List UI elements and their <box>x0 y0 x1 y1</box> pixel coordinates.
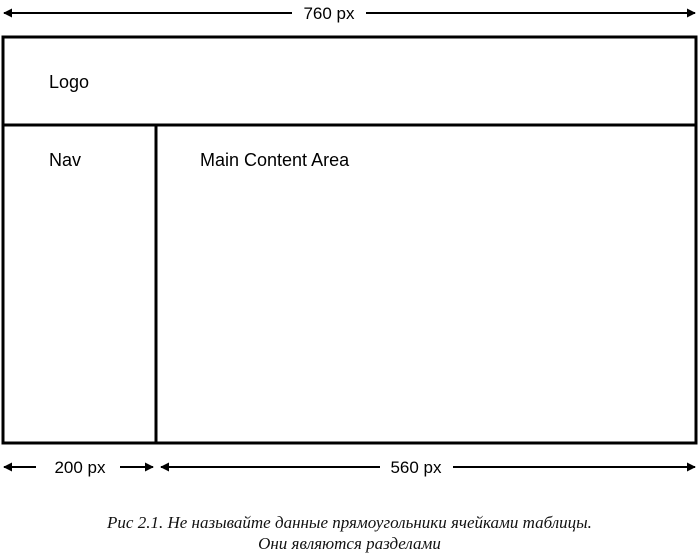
content-width-dimension <box>161 458 695 477</box>
total-width-label: 760 px <box>303 4 355 23</box>
caption-line-1: Рис 2.1. Не называйте данные прямоугольники ячейками таблицы. <box>107 513 592 532</box>
logo-region-label: Logo <box>49 72 90 92</box>
nav-width-dimension <box>4 458 153 477</box>
content-width-label: 560 px <box>390 458 442 477</box>
caption-line-2: Они являются разделами <box>258 534 441 553</box>
figure-caption <box>0 512 699 554</box>
main-content-region-label: Main Content Area <box>200 150 350 170</box>
total-width-dimension <box>4 4 695 23</box>
page-outline <box>3 37 696 443</box>
nav-width-label: 200 px <box>54 458 106 477</box>
nav-region-label: Nav <box>49 150 82 170</box>
